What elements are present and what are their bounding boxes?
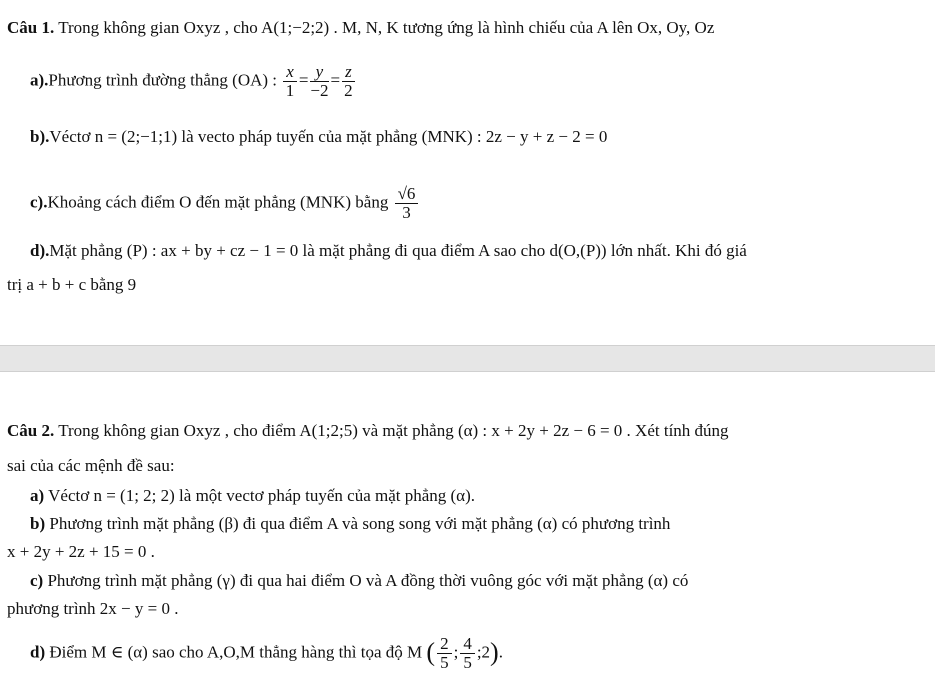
q2-c-label: c) xyxy=(30,571,44,590)
q2-a-text: Véctơ n = (1; 2; 2) là một vectơ pháp tuyến của mặt phẳng (α). xyxy=(48,486,476,505)
page-separator xyxy=(0,345,935,372)
q1-d-line xyxy=(30,240,747,262)
q2-d-label: d) xyxy=(30,642,46,662)
q1-c-label: c). xyxy=(30,192,48,212)
q2-intro2: sai của các mệnh đề sau: xyxy=(7,456,175,475)
q1-b-text: Véctơ n = (2;−1;1) là vecto pháp tuyến của mặt phẳng (MNK) : 2z − y + z − 2 = 0 xyxy=(49,127,608,146)
q2-b-line xyxy=(30,513,670,535)
q2-b-text2: x + 2y + 2z + 15 = 0 . xyxy=(7,542,155,561)
q1-a-text: Phương trình đường thẳng (OA) : xyxy=(48,70,278,90)
q1-c-frac: $\frac{√6}{3}$ xyxy=(395,185,419,222)
q2-c-line2 xyxy=(7,598,179,620)
q1-a-label: a). xyxy=(30,70,49,90)
q2-d-paren-close: ) xyxy=(490,637,499,667)
q1-c-line xyxy=(30,185,420,222)
q2-c-text: Phương trình mặt phẳng (γ) đi qua hai điểm O và A đồng thời vuông góc với mặt phẳng (α) có xyxy=(47,571,689,590)
q2-b-text: Phương trình mặt phẳng (β) đi qua điểm A và song song với mặt phẳng (α) có phương trình xyxy=(49,514,671,533)
q2-intro-line2 xyxy=(7,455,175,477)
q1-a-frac-z: $\frac{z}{2}$ xyxy=(342,63,355,100)
q1-d-label: d). xyxy=(30,241,50,260)
q2-d-frac2: $\frac{4}{5}$ xyxy=(460,635,475,672)
q2-c-text2: phương trình 2x − y = 0 . xyxy=(7,599,179,618)
q1-b-label: b). xyxy=(30,127,50,146)
q1-label: Câu 1. xyxy=(7,18,55,37)
q1-a-frac-y: $\frac{y}{-2}$ xyxy=(310,62,329,100)
q2-a-label: a) xyxy=(30,486,45,505)
q1-d-line2 xyxy=(7,274,136,296)
q1-a-frac-x: $\frac{x}{1}$ xyxy=(283,63,297,100)
q1-d-text2: trị a + b + c bằng 9 xyxy=(7,275,137,294)
q1-b-line xyxy=(30,126,607,148)
q2-intro: Trong không gian Oxyz , cho điểm A(1;2;5) và mặt phẳng (α) : x + 2y + 2z − 6 = 0 . Xét tính đúng xyxy=(58,421,729,440)
q2-b-line2 xyxy=(7,541,155,563)
q2-b-label: b) xyxy=(30,514,46,533)
q2-intro-line xyxy=(7,420,729,442)
q2-c-line xyxy=(30,570,688,592)
q1-intro-line xyxy=(7,17,714,39)
q1-a-line: a).Phương trình đường thẳng (OA) : $\frac{x}{1}$ = $\frac{y}{-2}$ = $\frac{z}{2}$ xyxy=(30,63,357,100)
q1-d-text: Mặt phẳng (P) : ax + by + cz − 1 = 0 là mặt phẳng đi qua điểm A sao cho d(O,(P)) lớn nhất. Khi đó giá xyxy=(49,241,747,260)
q2-d-paren-open: ( xyxy=(426,637,436,667)
q2-d-line: d) Điểm M ∈ (α) sao cho A,O,M thẳng hàng thì tọa độ M ( $\frac{2}{5}$ ; $\frac{4}{5}$ ;2). xyxy=(30,634,503,672)
q2-label: Câu 2. xyxy=(7,421,55,440)
q2-a-line xyxy=(30,485,475,507)
q2-d-last: 2 xyxy=(481,642,491,662)
q2-d-text: Điểm M ∈ (α) sao cho A,O,M thẳng hàng thì tọa độ M xyxy=(49,642,423,662)
q1-intro: Trong không gian Oxyz , cho A(1;−2;2) . M, N, K tương ứng là hình chiếu của A lên Ox, Oy, Oz xyxy=(58,18,715,37)
q2-d-frac1: $\frac{2}{5}$ xyxy=(437,635,452,672)
q1-c-text: Khoảng cách điểm O đến mặt phẳng (MNK) bằng xyxy=(47,192,389,212)
